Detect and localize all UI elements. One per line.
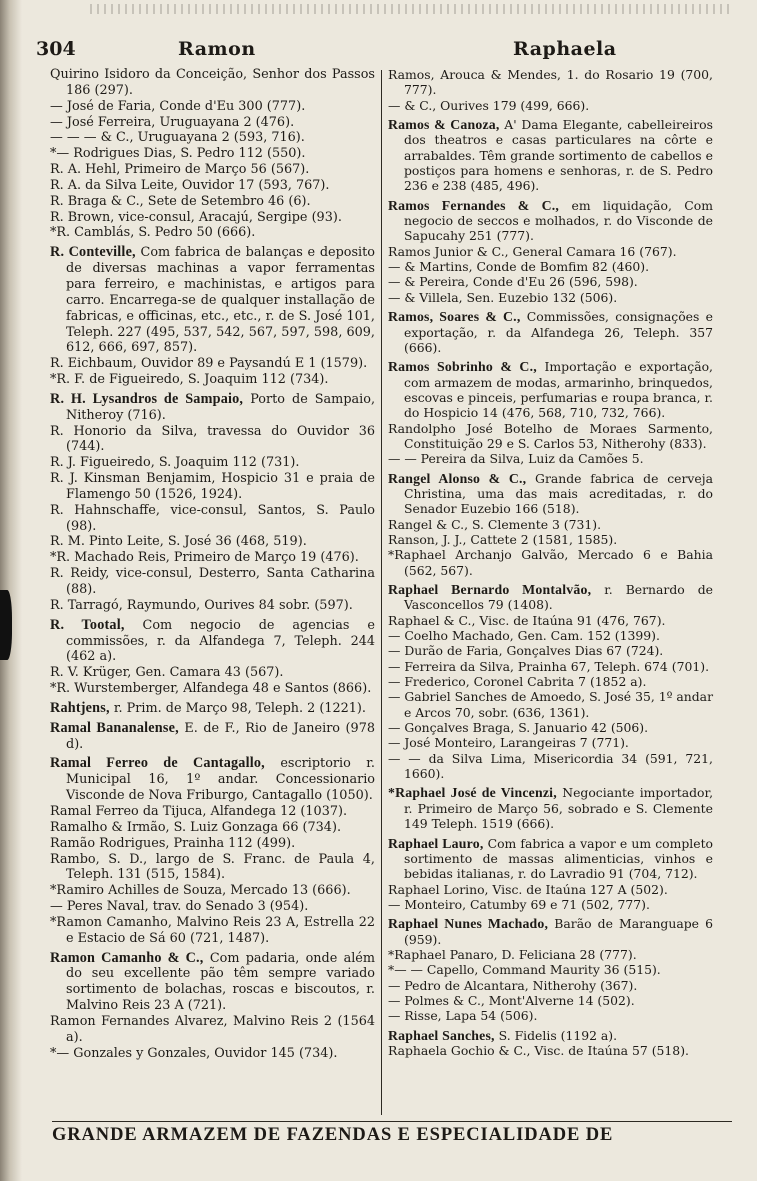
header-left-word: Ramon xyxy=(178,38,256,60)
entry-text: — Ferreira da Silva, Prainha 67, Teleph. 674 (701). xyxy=(388,658,710,674)
entry-name: Rangel Alonso & C., xyxy=(388,470,527,486)
directory-entry xyxy=(50,756,375,804)
directory-entry xyxy=(388,1043,713,1058)
directory-entry xyxy=(50,899,375,915)
directory-entry xyxy=(50,721,375,753)
entry-text: Com negocio de agencias e commissões, r. da Alfandega 7, Teleph. 244 (462 a). xyxy=(66,617,375,665)
entry-text: *Ramon Camanho, Malvino Reis 23 A, Estrella 22 e Estacio de Sá 60 (721, 1487). xyxy=(50,914,375,946)
directory-entry xyxy=(388,785,713,831)
entry-text: Commissões, consignações e exportação, r. da Alfandega 26, Teleph. 357 (666). xyxy=(404,309,713,355)
entry-text: R. Eichbaum, Ouvidor 89 e Paysandú E 1 (1579). xyxy=(50,356,368,372)
directory-entry xyxy=(50,665,375,681)
entry-text: Barão de Maranguape 6 (959). xyxy=(404,916,713,947)
page-number: 304 xyxy=(36,38,76,60)
entry-text: — Polmes & C., Mont'Alverne 14 (502). xyxy=(388,992,635,1008)
header-right-word: Raphaela xyxy=(513,38,617,60)
directory-entry xyxy=(50,194,375,210)
entry-text: — José Monteiro, Larangeiras 7 (771). xyxy=(388,735,629,751)
entry-text: — Coelho Machado, Gen. Cam. 152 (1399). xyxy=(388,628,660,644)
entry-name: Ramal Ferreo de Cantagallo, xyxy=(50,755,265,772)
directory-entry xyxy=(50,178,375,194)
directory-entry xyxy=(50,455,375,471)
entry-name: R. Conteville, xyxy=(50,244,136,261)
entry-text: r. Bernardo de Vasconcellos 79 (1408). xyxy=(404,582,713,613)
directory-entry xyxy=(50,372,375,388)
directory-entry xyxy=(388,517,713,532)
directory-entry xyxy=(388,274,713,289)
directory-entry xyxy=(388,421,713,452)
entry-text: — José de Faria, Conde d'Eu 300 (777). xyxy=(50,98,306,114)
entry-text: r. Prim. de Março 98, Teleph. 2 (1221). xyxy=(109,700,366,716)
directory-entry xyxy=(50,245,375,356)
entry-name: Ramos Fernandes & C., xyxy=(388,197,560,213)
entry-text: Rambo, S. D., largo de S. Franc. de Paula 4, Teleph. 131 (515, 1584). xyxy=(50,851,375,883)
entry-text: Ranson, J. J., Cattete 2 (1581, 1585). xyxy=(388,531,618,547)
entry-name: Rahtjens, xyxy=(50,699,110,716)
entry-text: Ramal Ferreo da Tijuca, Alfandega 12 (1037). xyxy=(50,803,348,819)
entry-text: *Ramiro Achilles de Souza, Mercado 13 (666). xyxy=(50,883,351,899)
directory-entry xyxy=(50,67,375,99)
left-column xyxy=(50,67,375,1061)
directory-entry xyxy=(388,1008,713,1023)
entry-text: — & Villela, Sen. Euzebio 132 (506). xyxy=(388,289,618,305)
entry-name: Ramos & Canoza, xyxy=(388,117,500,133)
directory-entry xyxy=(388,643,713,658)
directory-entry xyxy=(388,1028,713,1043)
entry-text: R. Tarragó, Raymundo, Ourives 84 sobr. (597). xyxy=(50,597,353,613)
directory-entry xyxy=(388,947,713,962)
column-divider xyxy=(381,70,382,1115)
entry-name: Raphael Nunes Machado, xyxy=(388,916,549,932)
entry-text: Com padaria, onde além do seu excellente pão têm sempre variado sortimento de bolachas, roscas e biscoutos, r. Malvino Reis 23 A (721). xyxy=(66,950,375,1014)
entry-name: R. H. Lysandros de Sampaio, xyxy=(50,390,244,407)
directory-entry xyxy=(388,897,713,912)
directory-entry xyxy=(388,978,713,993)
directory-entry xyxy=(388,67,713,98)
entry-text: *R. Machado Reis, Primeiro de Março 19 (476). xyxy=(50,550,359,566)
directory-entry xyxy=(50,804,375,820)
entry-text: — — da Silva Lima, Misericordia 34 (591, 721, 1660). xyxy=(388,750,713,782)
entry-name: Raphael Bernardo Montalvão, xyxy=(388,582,592,597)
entry-text: R. M. Pinto Leite, S. José 36 (468, 519). xyxy=(50,534,307,550)
directory-entry xyxy=(388,962,713,977)
entry-text: Com fabrica a vapor e um completo sortimento de massas alimenticias, vinhos e bebidas italianas, r. do Lavradio 91 (704, 712). xyxy=(404,835,714,882)
entry-text: Ramão Rodrigues, Prainha 112 (499). xyxy=(50,835,296,851)
entry-text: Com fabrica de balanças e deposito de diversas machinas a vapor ferramentas para ferreiro, e machinistas, e artigos para carro. Encarrega-se de qualquer installação de fabricas, e officinas, etc., etc., r. de S. José 101, Teleph. 227 (495, 537, 542, 567, 597, 598, 609, 612, 666, 697, 857). xyxy=(66,245,375,356)
entry-text: *R. Wurstemberger, Alfandega 48 e Santos (866). xyxy=(50,681,372,697)
entry-text: Rangel & C., S. Clemente 3 (731). xyxy=(388,516,602,532)
running-header xyxy=(30,38,730,62)
directory-entry xyxy=(50,392,375,424)
entry-text: R. V. Krüger, Gen. Camara 43 (567). xyxy=(50,665,284,681)
footer-banner xyxy=(52,1121,732,1148)
directory-entry xyxy=(388,259,713,274)
directory-entry xyxy=(50,915,375,947)
right-column xyxy=(388,67,713,1058)
directory-entry xyxy=(388,993,713,1008)
entry-text: A' Dama Elegante, cabelleireiros dos theatros e casas particulares na côrte e arrabaldes. Têm grande sortimento de cabellos e postiços para homens e senhoras, r. de S. Pedro 236 e 238 (485, 496). xyxy=(404,117,714,194)
directory-entry xyxy=(50,836,375,852)
entry-text: Ramos Junior & C., General Camara 16 (767). xyxy=(388,243,677,259)
entry-text: R. Hahnschaffe, vice-consul, Santos, S. Paulo (98). xyxy=(50,502,375,534)
entry-text: R. Honorio da Silva, travessa do Ouvidor 36 (744). xyxy=(50,423,375,455)
directory-entry xyxy=(388,751,713,782)
entry-text: — Monteiro, Catumby 69 e 71 (502, 777). xyxy=(388,896,650,912)
directory-entry xyxy=(50,1014,375,1046)
entry-text: Raphael Lorino, Visc. de Itaúna 127 A (502). xyxy=(388,881,668,897)
directory-entry xyxy=(388,916,713,947)
entry-text: Ramalho & Irmão, S. Luiz Gonzaga 66 (734). xyxy=(50,819,342,835)
directory-entry xyxy=(388,290,713,305)
directory-entry xyxy=(388,532,713,547)
entry-text: — & Pereira, Conde d'Eu 26 (596, 598). xyxy=(388,274,638,290)
directory-entry xyxy=(388,359,713,420)
entry-text: Raphael & C., Visc. de Itaúna 91 (476, 767). xyxy=(388,612,666,628)
directory-entry xyxy=(50,566,375,598)
directory-entry xyxy=(388,198,713,244)
directory-entry xyxy=(50,356,375,372)
entry-text: *Raphael Archanjo Galvão, Mercado 6 e Bahia (562, 567). xyxy=(388,547,713,578)
directory-entry xyxy=(388,309,713,355)
directory-entry xyxy=(388,98,713,113)
ink-blot xyxy=(0,590,12,660)
entry-text: Ramos, Arouca & Mendes, 1. do Rosario 19 (700, 777). xyxy=(388,67,713,98)
directory-entry xyxy=(50,618,375,666)
entry-text: — & C., Ourives 179 (499, 666). xyxy=(388,97,590,113)
entry-text: *R. F. de Figueiredo, S. Joaquim 112 (734). xyxy=(50,372,329,388)
entry-text: — Peres Naval, trav. do Senado 3 (954). xyxy=(50,899,309,915)
entry-text: — Gonçalves Braga, S. Januario 42 (506). xyxy=(388,720,649,736)
entry-name: Raphael Sanches, xyxy=(388,1027,495,1043)
directory-entry xyxy=(50,534,375,550)
directory-entry xyxy=(50,424,375,456)
directory-entry xyxy=(50,852,375,884)
entry-text: R. Brown, vice-consul, Aracajú, Sergipe (93). xyxy=(50,209,342,225)
entry-text: R. J. Kinsman Benjamim, Hospicio 31 e praia de Flamengo 50 (1526, 1924). xyxy=(50,471,375,502)
directory-entry xyxy=(50,471,375,503)
directory-entry xyxy=(388,674,713,689)
directory-entry xyxy=(50,883,375,899)
directory-entry xyxy=(50,598,375,614)
entry-text: em liquidação, Com negocio de seccos e molhados, r. do Visconde de Sapucahy 251 (777). xyxy=(404,197,713,244)
directory-entry xyxy=(50,503,375,535)
entry-text: *Raphael Panaro, D. Feliciana 28 (777). xyxy=(388,946,637,962)
entry-text: Raphaela Gochio & C., Visc. de Itaúna 57 (518). xyxy=(388,1042,689,1058)
directory-entry xyxy=(388,689,713,720)
directory-entry xyxy=(388,244,713,259)
entry-name: R. Tootal, xyxy=(50,616,125,633)
entry-name: *Raphael José de Vincenzi, xyxy=(388,785,557,801)
entry-text: Ramon Fernandes Alvarez, Malvino Reis 2 (1564 a). xyxy=(50,1013,375,1045)
entry-text: — José Ferreira, Uruguayana 2 (476). xyxy=(50,114,295,130)
entry-text: — Risse, Lapa 54 (506). xyxy=(388,1008,538,1024)
entry-text: — — — & C., Uruguayana 2 (593, 716). xyxy=(50,130,305,146)
directory-entry xyxy=(50,99,375,115)
entry-text: S. Fidelis (1192 a). xyxy=(494,1027,618,1043)
directory-entry xyxy=(388,628,713,643)
directory-entry xyxy=(388,547,713,578)
directory-entry xyxy=(388,882,713,897)
directory-entry xyxy=(50,146,375,162)
entry-text: R. J. Figueiredo, S. Joaquim 112 (731). xyxy=(50,455,300,471)
entry-text: R. A. da Silva Leite, Ouvidor 17 (593, 767). xyxy=(50,177,330,193)
entry-text: — Gabriel Sanches de Amoedo, S. José 35, 1º andar e Arcos 70, sobr. (636, 1361). xyxy=(388,689,713,720)
directory-entry xyxy=(50,701,375,717)
entry-text: — Pedro de Alcantara, Nitherohy (367). xyxy=(388,977,638,993)
entry-text: R. Braga & C., Sete de Setembro 46 (6). xyxy=(50,193,311,209)
directory-entry xyxy=(50,210,375,226)
entry-text: R. Reidy, vice-consul, Desterro, Santa Catharina (88). xyxy=(50,566,375,597)
entry-text: Importação e exportação, com armazem de modas, armarinho, brinquedos, escovas e pinceis, perfumarias e roupa branca, r. do Hospicio 14 (476, 568, 710, 732, 766). xyxy=(404,359,713,421)
entry-text: Quirino Isidoro da Conceição, Senhor dos Passos 186 (297). xyxy=(50,67,375,98)
entry-text: — & Martins, Conde de Bomfim 82 (460). xyxy=(388,259,650,275)
directory-entry xyxy=(388,582,713,613)
directory-entry xyxy=(50,951,375,1014)
directory-entry xyxy=(50,162,375,178)
directory-entry xyxy=(388,735,713,750)
entry-text: — Frederico, Coronel Cabrita 7 (1852 a). xyxy=(388,674,647,690)
entry-name: Ramon Camanho & C., xyxy=(50,949,204,966)
directory-entry xyxy=(50,115,375,131)
entry-name: Raphael Lauro, xyxy=(388,835,484,851)
directory-entry xyxy=(388,451,713,466)
directory-entry xyxy=(50,820,375,836)
entry-text: Randolpho José Botelho de Moraes Sarmento, Constituição 29 e S. Carlos 53, Nitherohy (833). xyxy=(388,420,713,451)
entry-name: Ramos, Soares & C., xyxy=(388,309,521,325)
entry-name: Ramal Bananalense, xyxy=(50,719,179,736)
directory-entry xyxy=(388,471,713,517)
entry-text: — Durão de Faria, Gonçalves Dias 67 (724). xyxy=(388,643,664,659)
directory-entry xyxy=(388,659,713,674)
directory-entry xyxy=(50,225,375,241)
footer-text: GRANDE ARMAZEM DE FAZENDAS E ESPECIALIDADE DE xyxy=(52,1125,614,1145)
entry-name: Ramos Sobrinho & C., xyxy=(388,359,537,375)
entry-text: *R. Camblás, S. Pedro 50 (666). xyxy=(50,225,256,241)
directory-entry xyxy=(388,836,713,882)
print-noise xyxy=(90,4,730,14)
entry-text: E. de F., Rio de Janeiro (978 d). xyxy=(66,720,375,752)
directory-entry xyxy=(50,130,375,146)
entry-text: *— Gonzales y Gonzales, Ouvidor 145 (734). xyxy=(50,1045,338,1061)
entry-text: R. A. Hehl, Primeiro de Março 56 (567). xyxy=(50,162,310,178)
entry-text: Grande fabrica de cerveja Christina, uma das mais acreditadas, r. do Senador Euzebio 166 (518). xyxy=(404,470,713,517)
directory-entry xyxy=(388,117,713,194)
directory-entry xyxy=(388,613,713,628)
directory-entry xyxy=(388,720,713,735)
entry-text: Negociante importador, r. Primeiro de Março 56, sobrado e S. Clemente 149 Teleph. 1519 (666). xyxy=(404,785,714,832)
entry-text: *— — Capello, Command Maurity 36 (515). xyxy=(388,962,661,978)
entry-text: *— Rodrigues Dias, S. Pedro 112 (550). xyxy=(50,146,306,162)
entry-text: Porto de Sampaio, Nitheroy (716). xyxy=(66,391,376,423)
entry-text: escriptorio r. Municipal 16, 1º andar. Concessionario Visconde de Nova Friburgo, Cantagallo (1050). xyxy=(66,756,376,804)
directory-entry xyxy=(50,681,375,697)
directory-entry xyxy=(50,1046,375,1062)
entry-text: — — Pereira da Silva, Luiz da Camões 5. xyxy=(388,451,644,467)
directory-entry xyxy=(50,550,375,566)
